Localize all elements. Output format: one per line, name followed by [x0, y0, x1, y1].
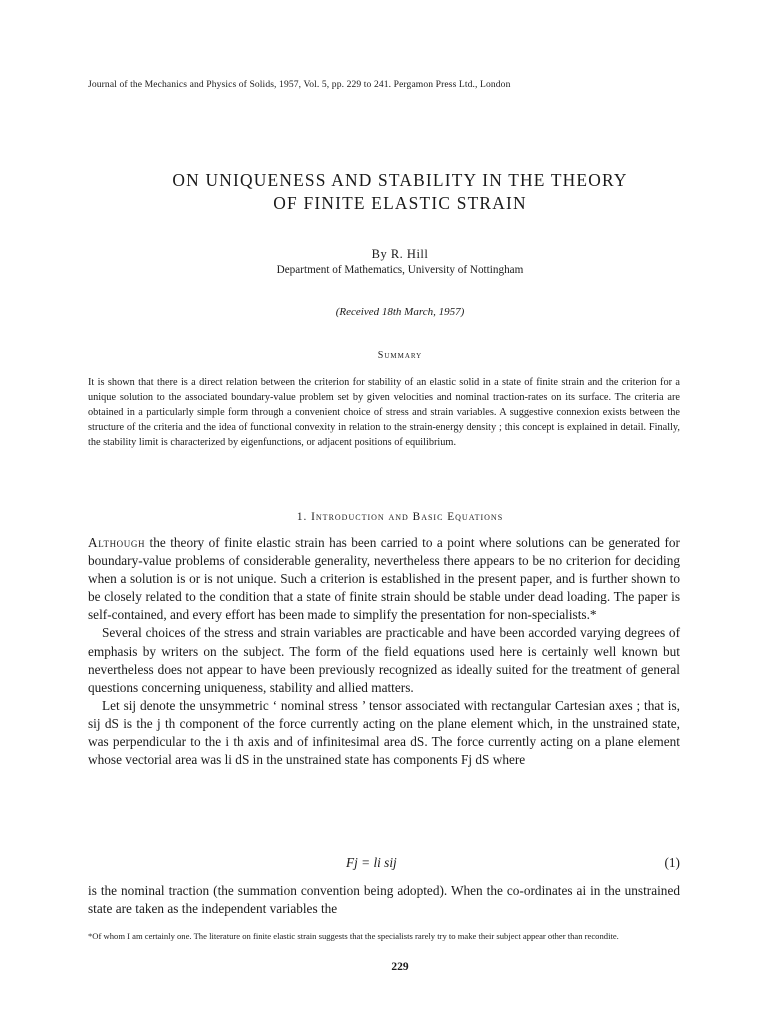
paragraph-2: Several choices of the stress and strain variables are practicable and have been accorded varying degrees of emphasis by writers on the subject. The form of the field equations used here is certainly well known but nevertheless does not appear to have been previously recognized as ideally suited for the treatment of general questions concerning uniqueness, stability and allied matters.	[88, 625, 680, 695]
author-affiliation: Department of Mathematics, University of Nottingham	[276, 264, 524, 276]
summary-text: It is shown that there is a direct relation between the criterion for stability of an elastic solid in a state of finite strain and the criterion for a unique solution to the associated boundary-value problem set by given velocities and nominal traction-rates on its surface. The criteria are obtained in a particularly simple form through a convenient choice of stress and strain variables. A suggestive connexion exists between the structure of the criteria and the idea of functional convexity in relation to the strain-energy density ; this concept is explained in detail. Finally, the stability limit is characterized by eigenfunctions, or adjacent positions of equilibrium.	[88, 377, 680, 448]
paragraph-3: Let sij denote the unsymmetric ‘ nominal stress ’ tensor associated with rectangular Cartesian axes ; that is, sij dS is the j th component of the force currently acting on the plane element which, in the unstrained state, was perpendicular to the i th axis and of infinitesimal area dS. The force currently acting on a plane element whose vectorial area was li dS in the unstrained state has components Fj dS where	[88, 697, 680, 768]
paragraph-4: is the nominal traction (the summation convention being adopted). When the co-ordinates ai in the unstrained state are taken as the independent variables the	[88, 883, 680, 917]
author-byline: By R. Hill	[371, 247, 429, 261]
equation-number: (1)	[664, 855, 680, 870]
section-body	[88, 534, 680, 769]
section-heading: 1. Introduction and Basic Equations	[296, 511, 504, 523]
journal-header: Journal of the Mechanics and Physics of Solids, 1957, Vol. 5, pp. 229 to 241. Pergamon Press Ltd., London	[88, 79, 511, 90]
paragraph-lead: Although	[88, 535, 146, 550]
received-date: (Received 18th March, 1957)	[335, 306, 465, 318]
title-line-2: OF FINITE ELASTIC STRAIN	[273, 193, 527, 213]
equation-body: Fj = li sij	[346, 855, 397, 870]
footnote: *Of whom I am certainly one. The literature on finite elastic strain suggests that the specialists rarely try to make their subject appear other than recondite.	[88, 931, 619, 941]
paragraph-1-text: the theory of finite elastic strain has been carried to a point where solutions can be generated for boundary-value problems of considerable generality, nevertheless there appears to be no criterion for deciding when a solution is or is not unique. Such a criterion is established in the present paper, and is further shown to be closely related to the condition that a state of finite strain should be stable under dead loading. The paper is self-contained, and every effort has been made to simplify the presentation for non-specialists.*	[88, 535, 680, 623]
title-line-1: ON UNIQUENESS AND STABILITY IN THE THEORY	[172, 170, 628, 190]
equation-1	[88, 855, 680, 873]
paragraph-1	[88, 534, 680, 624]
paper-title	[60, 169, 740, 215]
summary-heading: Summary	[377, 350, 423, 361]
page-number: 229	[391, 961, 409, 973]
